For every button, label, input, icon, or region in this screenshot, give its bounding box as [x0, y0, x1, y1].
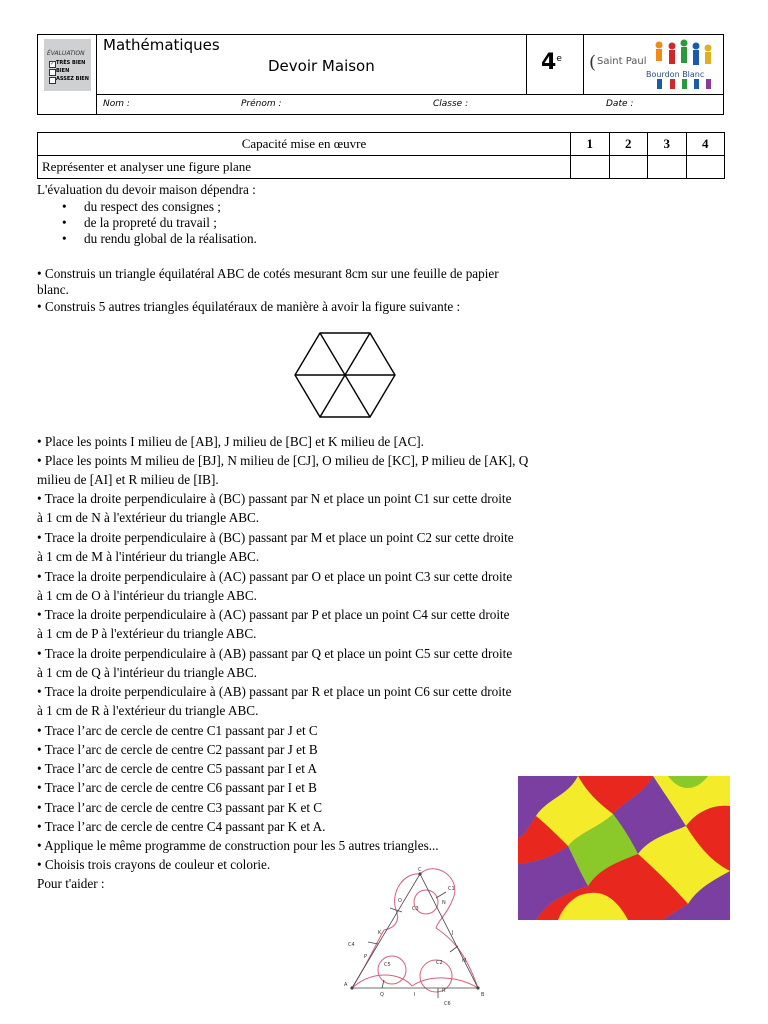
instruction-line: • Construis un triangle équilatéral ABC de cotés mesurant 8cm sur une feuille de papier — [37, 266, 499, 281]
instruction-line: • Trace la droite perpendiculaire à (AC) passant par P et place un point C4 sur cette droite — [37, 607, 510, 622]
label-K: K — [378, 930, 382, 936]
instruction-line: • Trace l’arc de cercle de centre C4 passant par K et A. — [37, 819, 326, 834]
capacity-score-cell[interactable] — [571, 156, 610, 179]
instruction-line: • Trace la droite perpendiculaire à (BC) passant par N et place un point C1 sur cette droite — [37, 491, 512, 506]
grade-suffix: e — [556, 54, 562, 64]
header-fields-divider — [96, 94, 724, 95]
capacity-row-label: Représenter et analyser une figure plane — [38, 156, 571, 179]
instruction-line: à 1 cm de M à l'intérieur du triangle ABC. — [37, 549, 260, 564]
instruction-line: • Trace l’arc de cercle de centre C5 passant par I et A — [37, 761, 317, 776]
capacity-header-row — [38, 133, 725, 156]
helper-construction-figure — [338, 862, 498, 1008]
instruction-line: • Applique le même programme de construction pour les 5 autres triangles... — [37, 838, 439, 853]
evaluation-option-2: BIEN — [56, 68, 70, 74]
capacity-score-cell[interactable] — [648, 156, 687, 179]
evaluation-checkbox-icon — [49, 77, 56, 84]
criteria-item: du rendu global de la réalisation. — [84, 231, 257, 246]
label-B: B — [481, 992, 485, 998]
capacity-col-1: 1 — [571, 133, 610, 156]
instruction-line: à 1 cm de O à l'intérieur du triangle ABC. — [37, 588, 257, 603]
instruction-line: • Trace l’arc de cercle de centre C3 passant par K et C — [37, 800, 323, 815]
hexagon-figure — [290, 330, 400, 420]
evaluation-option-1: TRÈS BIEN — [56, 60, 86, 66]
header-divider-grade — [526, 34, 527, 94]
criteria-item: du respect des consignes ; — [84, 199, 221, 214]
subject-title: Mathématiques — [103, 36, 220, 54]
evaluation-badge — [44, 39, 91, 91]
field-classe-label: Classe : — [433, 99, 469, 109]
people-logo-icon — [648, 37, 720, 91]
criteria-bullet: • — [62, 215, 67, 230]
instruction-line: Pour t'aider : — [37, 876, 105, 891]
instruction-line: • Choisis trois crayons de couleur et colorie. — [37, 857, 271, 872]
grade-number: 4 — [541, 50, 557, 75]
instruction-line: milieu de [AI] et R milieu de [IB]. — [37, 472, 219, 487]
instruction-line: à 1 cm de N à l'extérieur du triangle ABC. — [37, 510, 260, 525]
field-nom-label: Nom : — [103, 99, 130, 109]
label-C: C — [418, 867, 422, 873]
criteria-bullet: • — [62, 199, 67, 214]
label-C2: C2 — [436, 960, 443, 966]
evaluation-checkbox-checked-icon: ✓ — [50, 61, 56, 67]
instruction-line: • Place les points M milieu de [BJ], N milieu de [CJ], O milieu de [KC], P milieu de [AK], Q — [37, 453, 529, 468]
logo-bracket: ( — [589, 52, 597, 73]
colored-tessellation-image — [518, 776, 730, 920]
instruction-line: • Trace l’arc de cercle de centre C6 passant par I et B — [37, 780, 317, 795]
label-P: P — [364, 954, 368, 960]
header-divider-logo — [583, 34, 584, 94]
instruction-line: • Trace la droite perpendiculaire à (AC) passant par O et place un point C3 sur cette droite — [37, 569, 513, 584]
evaluation-option-3: ASSEZ BIEN — [56, 76, 89, 82]
criteria-item: de la propreté du travail ; — [84, 215, 217, 230]
school-name-line2: Bourdon Blanc — [646, 70, 705, 79]
doc-title: Devoir Maison — [268, 57, 375, 75]
instruction-line: • Trace la droite perpendiculaire à (AB) passant par Q et place un point C5 sur cette droite — [37, 646, 513, 661]
label-R: R — [442, 988, 446, 994]
capacity-col-3: 3 — [648, 133, 687, 156]
school-name-line1: Saint Paul — [597, 56, 647, 67]
capacity-col-4: 4 — [686, 133, 725, 156]
label-A: A — [344, 982, 348, 988]
instruction-line: à 1 cm de R à l'extérieur du triangle ABC. — [37, 703, 259, 718]
evaluation-badge-title: ÉVALUATION — [47, 50, 85, 57]
instruction-line: à 1 cm de Q à l'intérieur du triangle ABC. — [37, 665, 257, 680]
header-divider-left — [96, 34, 97, 115]
instruction-line: • Trace l’arc de cercle de centre C1 passant par J et C — [37, 723, 318, 738]
label-J: J — [452, 930, 454, 936]
instruction-line: blanc. — [37, 282, 69, 297]
instruction-line: • Trace la droite perpendiculaire à (BC) passant par M et place un point C2 sur cette droite — [37, 530, 514, 545]
capacity-header-label: Capacité mise en œuvre — [38, 133, 571, 156]
criteria-bullet: • — [62, 231, 67, 246]
instruction-line: • Trace la droite perpendiculaire à (AB) passant par R et place un point C6 sur cette droite — [37, 684, 512, 699]
label-I: I — [414, 992, 416, 998]
field-date-label: Date : — [606, 99, 634, 109]
label-Q: Q — [380, 992, 384, 998]
evaluation-checkbox-icon — [49, 69, 56, 76]
capacity-col-2: 2 — [609, 133, 648, 156]
label-C3: C3 — [412, 906, 419, 912]
instruction-line: • Trace l’arc de cercle de centre C2 passant par J et B — [37, 742, 318, 757]
capacity-score-cell[interactable] — [609, 156, 648, 179]
instruction-line: • Place les points I milieu de [AB], J milieu de [BC] et K milieu de [AC]. — [37, 434, 424, 449]
label-N: N — [442, 900, 446, 906]
label-C1: C1 — [448, 886, 455, 892]
school-logo — [588, 37, 720, 91]
label-C5: C5 — [384, 962, 391, 968]
capacity-row — [38, 156, 725, 179]
label-C6: C6 — [444, 1001, 451, 1007]
capacity-table — [37, 132, 725, 179]
instruction-line: • Construis 5 autres triangles équilatéraux de manière à avoir la figure suivante : — [37, 299, 461, 314]
grade-level — [541, 50, 562, 75]
intro-text: L'évaluation du devoir maison dépendra : — [37, 182, 256, 197]
field-prenom-label: Prénom : — [241, 99, 282, 109]
label-O: O — [398, 898, 402, 904]
capacity-score-cell[interactable] — [686, 156, 725, 179]
label-M: M — [462, 958, 467, 964]
instruction-line: à 1 cm de P à l'extérieur du triangle ABC. — [37, 626, 257, 641]
label-C4: C4 — [348, 942, 355, 948]
